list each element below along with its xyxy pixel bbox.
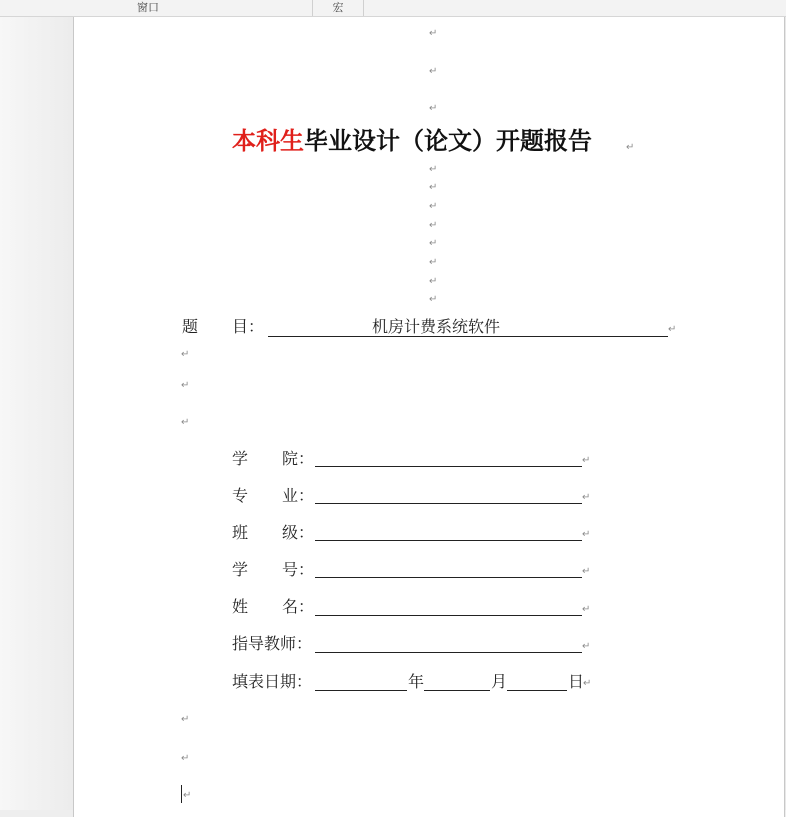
paragraph-mark: ↵: [429, 220, 438, 231]
paragraph-mark: ↵: [582, 604, 591, 615]
topic-value[interactable]: 机房计费系统软件: [372, 317, 501, 336]
paragraph-mark: ↵: [429, 201, 438, 212]
paragraph-mark: ↵: [429, 294, 438, 305]
name-field[interactable]: [315, 615, 582, 616]
field-label-name-1: 姓: [232, 597, 249, 616]
date-label: 填表日期：: [232, 672, 313, 691]
title-rest-part: 毕业设计（论文）开题报告: [304, 126, 592, 155]
paragraph-mark: ↵: [429, 182, 438, 193]
paragraph-mark: ↵: [429, 164, 438, 175]
field-label-student-id-2: 号：: [282, 560, 315, 579]
class-field[interactable]: [315, 540, 582, 541]
student-id-field[interactable]: [315, 577, 582, 578]
advisor-field[interactable]: [315, 652, 582, 653]
date-year-field[interactable]: [315, 690, 407, 691]
paragraph-mark: ↵: [181, 753, 190, 764]
topic-label-2: 目：: [232, 317, 265, 336]
ribbon-group-macro[interactable]: 宏: [332, 1, 344, 14]
paragraph-mark: ↵: [181, 417, 190, 428]
paragraph-mark: ↵: [429, 66, 438, 77]
title-red-part: 本科生: [232, 126, 304, 155]
paragraph-mark: ↵: [181, 714, 190, 725]
date-month-label: 月: [491, 672, 508, 691]
paragraph-mark: ↵: [181, 380, 190, 391]
paragraph-mark: ↵: [582, 529, 591, 540]
field-label-college-2: 院：: [282, 449, 315, 468]
date-year-label: 年: [408, 672, 425, 691]
date-day-label: 日: [568, 672, 585, 691]
document-title[interactable]: [232, 126, 592, 156]
paragraph-mark: ↵: [429, 276, 438, 287]
field-label-advisor: 指导教师：: [232, 634, 313, 653]
text-cursor: [181, 785, 182, 803]
paragraph-mark: ↵: [583, 678, 592, 689]
paragraph-mark: ↵: [429, 238, 438, 249]
field-label-class-2: 级：: [282, 523, 315, 542]
date-month-field[interactable]: [424, 690, 490, 691]
paragraph-mark: ↵: [626, 142, 635, 153]
paragraph-mark: ↵: [582, 641, 591, 652]
ribbon-separator: [363, 0, 364, 16]
major-field[interactable]: [315, 503, 582, 504]
paragraph-mark: ↵: [429, 257, 438, 268]
paragraph-mark: ↵: [582, 455, 591, 466]
ribbon-group-labels: [0, 0, 786, 17]
field-label-student-id-1: 学: [232, 560, 249, 579]
college-field[interactable]: [315, 466, 582, 467]
field-label-college-1: 学: [232, 449, 249, 468]
field-label-class-1: 班: [232, 523, 249, 542]
paragraph-mark: ↵: [582, 492, 591, 503]
paragraph-mark: ↵: [181, 349, 190, 360]
field-label-major-2: 业：: [282, 486, 315, 505]
field-label-name-2: 名：: [282, 597, 315, 616]
paragraph-mark: ↵: [429, 28, 438, 39]
paragraph-mark: ↵: [183, 790, 192, 801]
topic-label-1: 题: [182, 317, 199, 336]
date-day-field[interactable]: [507, 690, 567, 691]
paragraph-mark: ↵: [429, 103, 438, 114]
ribbon-group-window[interactable]: 窗口: [137, 1, 159, 14]
field-label-major-1: 专: [232, 486, 249, 505]
paragraph-mark: ↵: [668, 324, 677, 335]
paragraph-mark: ↵: [582, 566, 591, 577]
